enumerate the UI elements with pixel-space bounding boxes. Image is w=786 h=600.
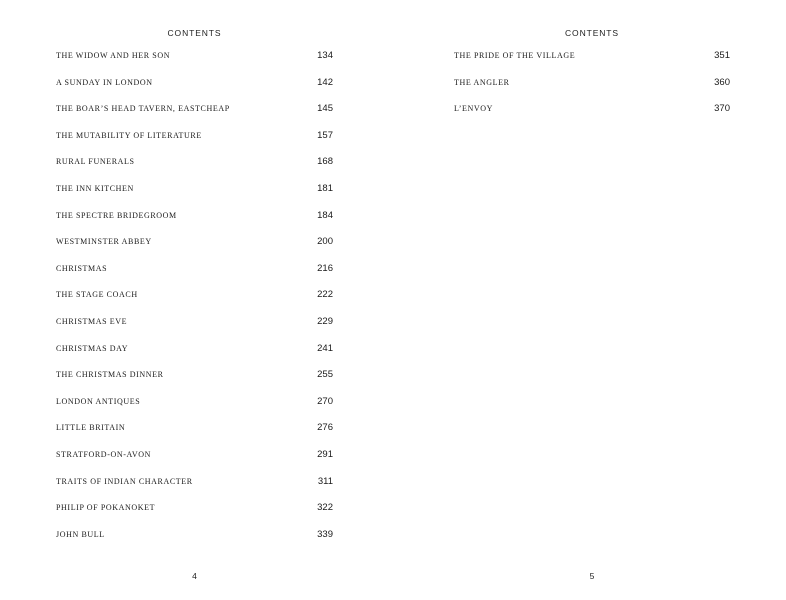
page-number: 4 <box>192 571 197 581</box>
contents-entry[interactable] <box>56 339 333 366</box>
entry-title: A SUNDAY IN LONDON <box>56 77 153 87</box>
entry-page-number: 370 <box>714 103 730 115</box>
entry-title: WESTMINSTER ABBEY <box>56 237 152 247</box>
left-page <box>56 0 333 600</box>
entry-title: THE STAGE COACH <box>56 290 138 300</box>
contents-entry[interactable] <box>56 312 333 339</box>
entry-page-number: 241 <box>317 342 333 354</box>
page-header: CONTENTS <box>565 28 619 38</box>
entry-title: STRATFORD-ON-AVON <box>56 449 151 459</box>
entry-title: THE SPECTRE BRIDEGROOM <box>56 210 177 220</box>
contents-entry[interactable] <box>454 73 730 100</box>
entry-title: JOHN BULL <box>56 529 105 539</box>
entry-page-number: 222 <box>317 289 333 301</box>
contents-entry[interactable] <box>56 206 333 233</box>
entry-title: RURAL FUNERALS <box>56 157 135 167</box>
entry-page-number: 142 <box>317 76 333 88</box>
entry-page-number: 145 <box>317 103 333 115</box>
entry-page-number: 351 <box>714 50 730 61</box>
contents-list <box>454 46 730 126</box>
entry-title: CHRISTMAS <box>56 263 108 273</box>
contents-entry[interactable] <box>56 418 333 445</box>
contents-entry[interactable] <box>56 259 333 286</box>
contents-entry[interactable] <box>56 392 333 419</box>
entry-page-number: 184 <box>317 209 333 221</box>
entry-page-number: 291 <box>317 448 333 460</box>
entry-title: THE INN KITCHEN <box>56 183 134 193</box>
page-number: 5 <box>589 571 595 581</box>
entry-title: L’ENVOY <box>454 104 494 114</box>
contents-entry[interactable] <box>56 179 333 206</box>
contents-entry[interactable] <box>56 445 333 472</box>
entry-title: THE WIDOW AND HER SON <box>56 51 171 60</box>
entry-title: THE ANGLER <box>454 77 510 87</box>
entry-title: CHRISTMAS DAY <box>56 343 129 353</box>
entry-page-number: 339 <box>317 528 333 540</box>
entry-page-number: 181 <box>317 182 333 194</box>
contents-entry[interactable] <box>56 365 333 392</box>
entry-page-number: 134 <box>317 50 333 61</box>
contents-entry[interactable] <box>56 73 333 100</box>
entry-title: THE CHRISTMAS DINNER <box>56 370 164 380</box>
contents-entry[interactable] <box>56 472 333 499</box>
contents-entry[interactable] <box>56 99 333 126</box>
entry-title: PHILIP OF POKANOKET <box>56 503 156 513</box>
entry-page-number: 200 <box>317 236 333 248</box>
contents-entry[interactable] <box>56 232 333 259</box>
entry-page-number: 229 <box>317 315 333 327</box>
entry-title: THE PRIDE OF THE VILLAGE <box>454 51 576 60</box>
contents-entry[interactable] <box>56 285 333 312</box>
entry-page-number: 216 <box>317 262 333 274</box>
entry-page-number: 360 <box>714 76 730 88</box>
entry-page-number: 270 <box>317 395 333 407</box>
entry-page-number: 168 <box>317 156 333 168</box>
entry-title: THE MUTABILITY OF LITERATURE <box>56 130 202 140</box>
entry-title: LITTLE BRITAIN <box>56 423 126 433</box>
entry-title: THE BOAR’S HEAD TAVERN, EASTCHEAP <box>56 104 230 114</box>
entry-page-number: 276 <box>317 422 333 434</box>
page-header: CONTENTS <box>167 28 222 38</box>
contents-entry[interactable] <box>454 46 730 73</box>
entry-page-number: 157 <box>317 129 333 141</box>
contents-list <box>56 46 333 551</box>
contents-entry[interactable] <box>56 152 333 179</box>
contents-entry[interactable] <box>56 126 333 153</box>
entry-title: LONDON ANTIQUES <box>56 396 141 406</box>
entry-page-number: 311 <box>317 475 333 487</box>
contents-entry[interactable] <box>454 99 730 126</box>
contents-entry[interactable] <box>56 525 333 552</box>
entry-title: CHRISTMAS EVE <box>56 316 128 326</box>
entry-page-number: 255 <box>317 369 333 381</box>
entry-page-number: 322 <box>317 502 333 514</box>
contents-entry[interactable] <box>56 498 333 525</box>
entry-title: TRAITS OF INDIAN CHARACTER <box>56 476 193 486</box>
contents-entry[interactable] <box>56 46 333 73</box>
right-page <box>454 0 730 600</box>
